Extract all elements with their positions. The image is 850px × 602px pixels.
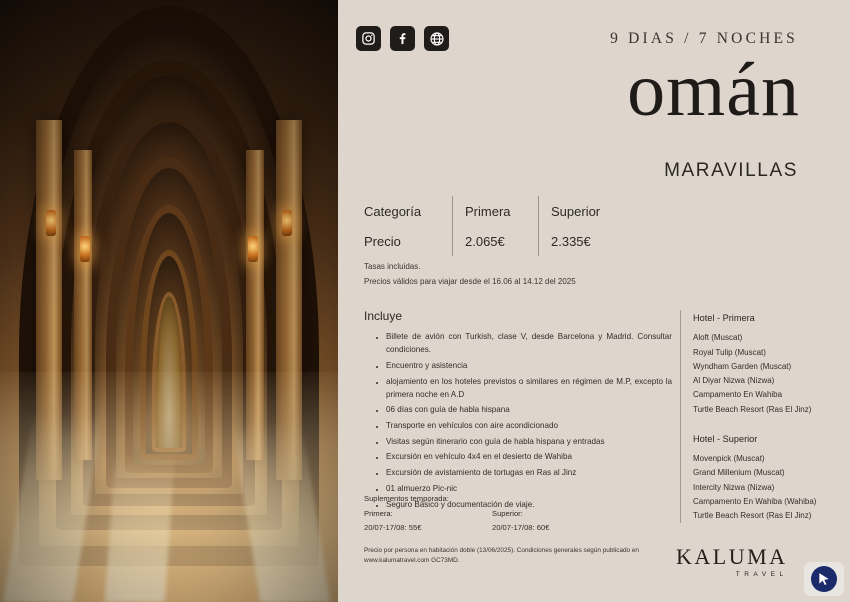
hotel-item: Intercity Nizwa (Nizwa) — [693, 482, 775, 492]
photo-vignette — [0, 0, 338, 602]
hotels-primera-block — [693, 310, 830, 417]
includes-list — [372, 330, 672, 513]
supplements-primera-value: 20/07-17/08: 55€ — [364, 522, 422, 532]
hotel-item: Wyndham Garden (Muscat) — [693, 361, 792, 371]
destination-title: omán — [627, 48, 800, 132]
hotels-primera-title: Hotel - Primera — [693, 313, 755, 323]
instagram-icon[interactable] — [356, 26, 381, 51]
validity-note: Precios válidos para viajar desde el 16.06 al 14.12 del 2025 — [364, 277, 576, 287]
cursor-icon — [811, 566, 837, 592]
supplements-primera — [364, 507, 492, 534]
list-item: • Visitas según itinerario con guía de habla hispana y entradas — [386, 435, 672, 448]
kaluma-logo — [676, 546, 788, 578]
hotel-item: Movenpick (Muscat) — [693, 454, 765, 464]
hotels-panel — [680, 310, 830, 523]
mosque-corridor-photo — [0, 0, 338, 602]
supplements-columns — [364, 507, 684, 534]
brochure-content — [338, 0, 850, 602]
list-item: • Billete de avión con Turkish, clase V, desde Barcelona y Madrid. Consultar condiciones. — [386, 330, 672, 356]
list-item: • 06 días con guía de habla hispana — [386, 403, 672, 416]
pricing-header-row — [364, 196, 644, 226]
website-icon[interactable] — [424, 26, 449, 51]
facebook-icon[interactable] — [390, 26, 415, 51]
includes-title: Incluye — [364, 309, 403, 323]
cursor-badge — [804, 562, 844, 596]
hotel-item: Grand Millenium (Muscat) — [693, 468, 785, 478]
pricing-category-primera: Primera — [452, 196, 538, 226]
list-item: • Excursión de avistamiento de tortugas en Ras al Jinz — [386, 466, 672, 479]
logo-name: KALUMA — [676, 544, 788, 569]
supplements-block — [364, 492, 684, 534]
list-item: • alojamiento en los hoteles previstos o similares en régimen de M.P, excepto la primera noche en A.D — [386, 375, 672, 401]
destination-subtitle: MARAVILLAS — [664, 160, 798, 181]
pricing-label-price: Precio — [364, 233, 401, 249]
supplements-superior — [492, 507, 620, 534]
list-item: • Transporte en vehículos con aire acondicionado — [386, 419, 672, 432]
pricing-price-superior: 2.335€ — [538, 226, 634, 256]
hotel-item: Al Diyar Nizwa (Nizwa) — [693, 376, 775, 386]
pricing-price-row — [364, 226, 644, 256]
hotel-item: Turtle Beach Resort (Ras El Jinz) — [693, 404, 812, 414]
social-links — [356, 26, 449, 51]
hotel-item: Turtle Beach Resort (Ras El Jinz) — [693, 511, 812, 521]
pricing-price-primera: 2.065€ — [452, 226, 538, 256]
list-item: • Seguro Básico y documentación de viaje. — [386, 498, 672, 511]
list-item: • 01 almuerzo Pic-nic — [386, 482, 672, 495]
supplements-superior-label: Superior: — [492, 509, 523, 519]
logo-tagline: TRAVEL — [735, 571, 788, 578]
taxes-note: Tasas incluidas. — [364, 262, 421, 271]
pricing-category-superior: Superior — [538, 196, 634, 226]
pricing-table — [364, 196, 644, 256]
list-item: • Excursión en vehículo 4x4 en el desierto de Wahiba — [386, 450, 672, 463]
legal-note: Precio por persona en habitación doble (13/06/2025). Condiciones generales según publicado en www.kalumatravel.com GC73MD. — [364, 547, 639, 564]
hotels-superior-title: Hotel - Superior — [693, 433, 758, 444]
price-notes — [364, 259, 576, 289]
list-item: • Encuentro y asistencia — [386, 359, 672, 372]
hotel-item: Campamento En Wahiba — [693, 390, 783, 400]
hotels-superior-block — [693, 431, 830, 524]
hotel-item: Royal Tulip (Muscat) — [693, 347, 766, 357]
hotel-item: Campamento En Wahiba (Wahiba) — [693, 496, 817, 506]
hotel-item: Aloft (Muscat) — [693, 333, 743, 343]
supplements-title: Suplementos temporada: — [364, 494, 449, 503]
trip-duration: 9 DIAS / 7 NOCHES — [610, 30, 798, 47]
supplements-primera-label: Primera: — [364, 509, 393, 519]
supplements-superior-value: 20/07-17/08: 60€ — [492, 522, 550, 532]
pricing-label-category: Categoría — [364, 203, 422, 219]
